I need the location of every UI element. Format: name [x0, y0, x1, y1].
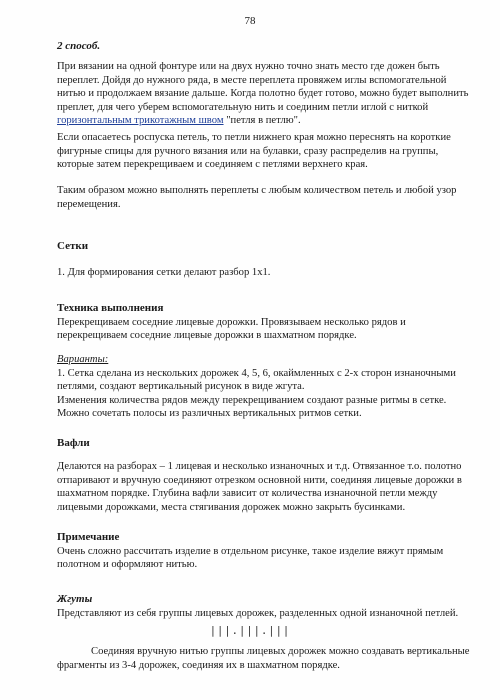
paragraph-3: [57, 184, 477, 211]
note-block: [57, 531, 477, 572]
method-heading: [57, 40, 477, 54]
paragraph-2: [57, 131, 477, 172]
paragraph-2-text: Если опасаетесь роспуска петель, то петли нижнего края можно переснять на короткие фигурные спицы для ручного вязания или на булавки, сразу распределив на группы, которые затем перекрещиваем и соединяем с петлями верхнего края.: [57, 132, 451, 170]
variant-1-text: 1. Сетка сделана из нескольких дорожек 4, 5, 6, окаймленных с 2-х сторон изнаночными петлями, создают вертикальный рисунок в виде жгута.: [57, 367, 456, 392]
nets-item-1-text: 1. Для формирования сетки делают разбор 1х1.: [57, 267, 271, 278]
waffles-text-block: [57, 460, 477, 514]
method-title: 2 способ.: [57, 40, 101, 52]
variants-block: [57, 353, 477, 421]
paragraph-1: [57, 60, 477, 128]
cable-pattern: |||.|||.|||: [209, 625, 291, 637]
note-heading: Примечание: [57, 531, 120, 543]
paragraph-3-text: Таким образом можно выполнять переплеты с любым количеством петель и любой узор перемещения.: [57, 185, 457, 210]
cables-text-2: Соединяя вручную нитью группы лицевых дорожек можно создавать вертикальные фрагменты из 3-4 дорожек, соединяя их в шахматном порядке.: [57, 646, 470, 671]
nets-section: [57, 240, 477, 254]
cables-text: Представляют из себя группы лицевых дорожек, разделенных одной изнаночной петлей.: [57, 607, 459, 619]
nets-heading: Сетки: [57, 240, 89, 252]
note-text: Очень сложно рассчитать изделие в отдельном рисунке, такое изделие вяжут прямым полотном и оформляют нитью.: [57, 545, 444, 570]
nets-item-1: [57, 266, 477, 280]
waffles-heading: Вафли: [57, 437, 90, 449]
technique-text: Перекрещиваем соседние лицевые дорожки. Провязываем несколько рядов и перекрещиваем соседние лицевые дорожки в шахматном порядке.: [57, 316, 406, 341]
variant-2-text: Изменения количества рядов между перекрещиванием создают разные ритмы в сетке. Можно сочетать полосы из различных вертикальных ритмов сетки.: [57, 394, 447, 419]
technique-block: [57, 302, 477, 343]
waffles-section: [57, 437, 477, 451]
waffles-text: Делаются на разборах – 1 лицевая и несколько изнаночных и т.д. Отвязанное т.о. полотно отпаривают и вручную соединяют отрезком основной нити, соединяя лицевые дорожки в шахматном порядке. Глубина вафли зависит от количества изнаночной петли между лицевыми дорожками, места стягивания дорожек можно закрыть бусинками.: [57, 461, 462, 513]
paragraph-1-text-after: "петля в петлю".: [223, 115, 301, 126]
cables-text-2-block: [57, 645, 477, 672]
paragraph-1-text-before: При вязании на одной фонтуре или на двух нужно точно знать место где дожен быть переплет. Дойдя до нужного ряда, в месте переплета провяжем иглы вспомогательной нитью и продолжаем вязание дальше. Когда полотно будет готово, можно будет выполнить преплет, для чего уберем вспомогательную нить и соединим петли иглой с ниткой: [57, 61, 469, 113]
cables-block: [57, 593, 477, 620]
technique-heading: Техника выполнения: [57, 302, 164, 314]
cables-heading: Жгуты: [57, 593, 93, 605]
variants-label: Варианты:: [57, 354, 109, 365]
page-number: 78: [244, 15, 256, 27]
horizontal-seam-link[interactable]: горизонтальным трикотажным швом: [57, 115, 224, 126]
